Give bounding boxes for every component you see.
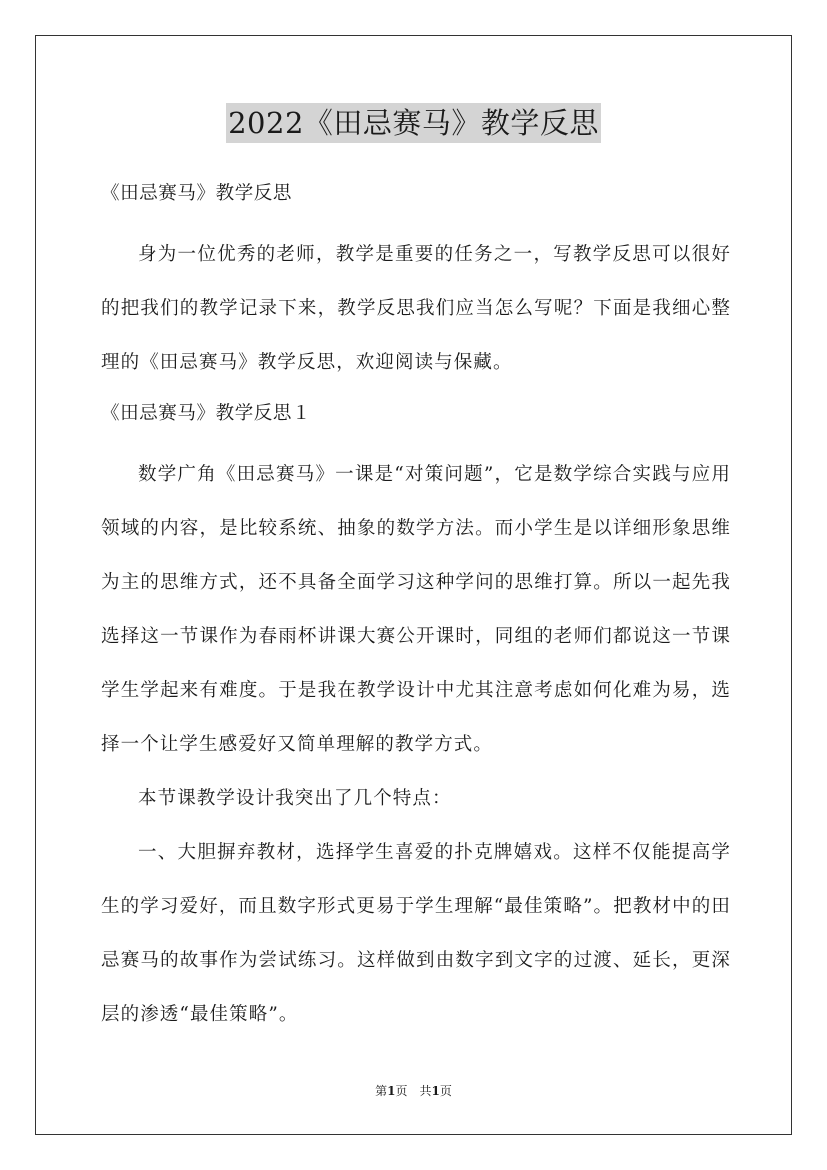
document-title: 2022《田忌赛马》教学反思 (226, 103, 601, 143)
page-footer (0, 1082, 827, 1100)
body-paragraph: 一、大胆摒弃教材，选择学生喜爱的扑克牌嬉戏。这样不仅能提高学生的学习爱好，而且数字形式更易于学生理解“最佳策略”。把教材中的田忌赛马的故事作为尝试练习。这样做到由数字到文字的过渡、延长，更深层的渗透“最佳策略”。 (101, 842, 731, 1025)
page-total-number: 1 (431, 1084, 440, 1098)
section-heading: 《田忌赛马》教学反思１ (101, 403, 312, 424)
intro-paragraph: 身为一位优秀的老师，教学是重要的任务之一，写教学反思可以很好的把我们的教学记录下来，教学反思我们应当怎么写呢？下面是我细心整理的《田忌赛马》教学反思，欢迎阅读与保藏。 (101, 244, 731, 373)
body-paragraph: 数学广角《田忌赛马》一课是“对策问题”，它是数学综合实践与应用领域的内容，是比较系统、抽象的数学方法。而小学生是以详细形象思维为主的思维方式，还不具备全面学习这种学问的思维打算。所以一起先我选择这一节课作为春雨杯讲课大赛公开课时，同组的老师们都说这一节课学生学起来有难度。于是我在教学设计中尤其注意考虑如何化难为易，选择一个让学生感爱好又简单理解的教学方式。 (101, 464, 731, 755)
page-label-suffix: 页 (439, 1084, 452, 1098)
page-label-prefix: 第 (375, 1084, 388, 1098)
page-label-mid: 页 共 (395, 1084, 432, 1098)
page-current-number: 1 (387, 1084, 396, 1098)
document-subtitle: 《田忌赛马》教学反思 (101, 183, 293, 204)
body-paragraph: 本节课教学设计我突出了几个特点： (138, 788, 452, 809)
title-container (0, 103, 827, 143)
document-body (101, 172, 731, 1042)
